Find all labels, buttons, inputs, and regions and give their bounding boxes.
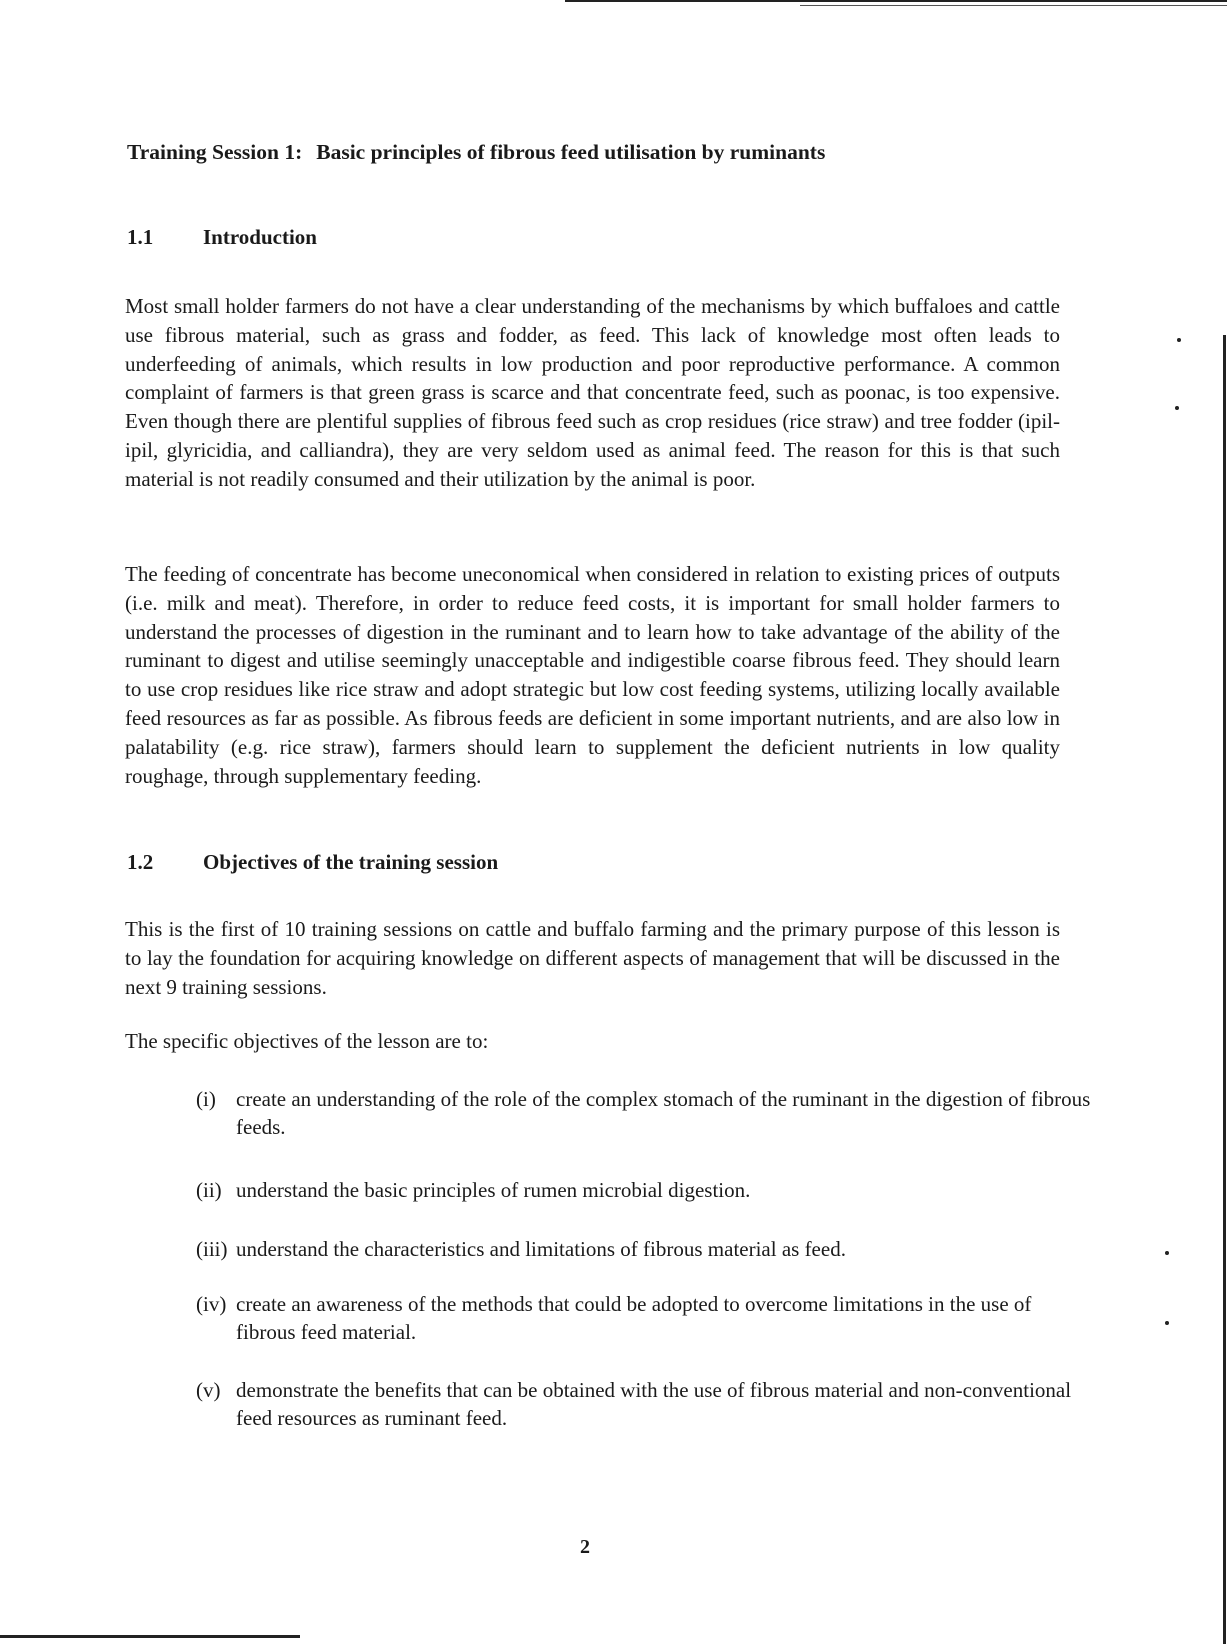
- objectives-intro-line: The specific objectives of the lesson are to:: [125, 1029, 489, 1053]
- page-title: [127, 140, 1127, 165]
- list-item-text: create an awareness of the methods that could be adopted to overcome limitations in the use of fibrous feed material.: [236, 1292, 1032, 1344]
- list-item: [196, 1085, 1096, 1141]
- page-title-text: Basic principles of fibrous feed utilisation by ruminants: [316, 140, 826, 164]
- scan-border-top: [565, 0, 1227, 2]
- list-marker: (ii): [196, 1178, 222, 1202]
- list-marker: (i): [196, 1087, 216, 1111]
- list-item: [196, 1376, 1096, 1432]
- list-marker: (v): [196, 1378, 221, 1402]
- intro-paragraph-2: The feeding of concentrate has become uneconomical when considered in relation to existing prices of outputs (i.e. milk and meat). Therefore, in order to reduce feed costs, it is important for small holder farmers to understand the processes of digestion in the ruminant and to learn how to take advantage of the ability of the ruminant to digest and utilise seemingly unacceptable and indigestible coarse fibrous feed. They should learn to use crop residues like rice straw and adopt strategic but low cost feeding systems, utilizing locally available feed resources as far as possible. As fibrous feeds are deficient in some important nutrients, and are also low in palatability (e.g. rice straw), farmers should learn to supplement the deficient nutrients in low quality roughage, through supplementary feeding.: [125, 562, 1060, 788]
- scan-speck: [1177, 338, 1181, 342]
- section-title: Introduction: [203, 225, 317, 249]
- list-item-text: understand the basic principles of rumen microbial digestion.: [236, 1178, 751, 1202]
- scan-speck: [1175, 406, 1179, 410]
- list-marker: (iii): [196, 1237, 228, 1261]
- scan-border-top-secondary: [800, 5, 1227, 6]
- list-item: [196, 1290, 1096, 1346]
- intro-paragraph-1: Most small holder farmers do not have a clear understanding of the mechanisms by which buffaloes and cattle use fibrous material, such as grass and fodder, as feed. This lack of knowledge most often leads to underfeeding of animals, which results in low production and poor reproductive performance. A common complaint of farmers is that green grass is scarce and that concentrate feed, such as poonac, is too expensive. Even though there are plentiful supplies of fibrous feed such as crop residues (rice straw) and tree fodder (ipil-ipil, glyricidia, and calliandra), they are very seldom used as animal feed. The reason for this is that such material is not readily consumed and their utilization by the animal is poor.: [125, 294, 1060, 491]
- section-heading-introduction: [127, 225, 317, 250]
- scan-speck: [1165, 1321, 1169, 1325]
- scan-border-bottom: [0, 1635, 300, 1638]
- list-item: [196, 1176, 1096, 1204]
- list-item-text: understand the characteristics and limitations of fibrous material as feed.: [236, 1237, 846, 1261]
- scan-border-right: [1223, 335, 1226, 1644]
- section-title: Objectives of the training session: [203, 850, 499, 874]
- section-number: 1.1: [127, 225, 154, 249]
- section-number: 1.2: [127, 850, 154, 874]
- page-number: 2: [580, 1536, 590, 1558]
- page-title-label: Training Session 1:: [127, 140, 303, 164]
- scan-speck: [1165, 1251, 1169, 1255]
- section-heading-objectives: [127, 850, 498, 875]
- list-item: [196, 1235, 1096, 1263]
- list-item-text: demonstrate the benefits that can be obtained with the use of fibrous material and non-conventional feed resources as ruminant feed.: [236, 1378, 1072, 1430]
- list-item-text: create an understanding of the role of the complex stomach of the ruminant in the digestion of fibrous feeds.: [236, 1087, 1091, 1139]
- objectives-paragraph-1: This is the first of 10 training sessions on cattle and buffalo farming and the primary purpose of this lesson is to lay the foundation for acquiring knowledge on different aspects of management that will be discussed in the next 9 training sessions.: [125, 917, 1060, 999]
- list-marker: (iv): [196, 1292, 227, 1316]
